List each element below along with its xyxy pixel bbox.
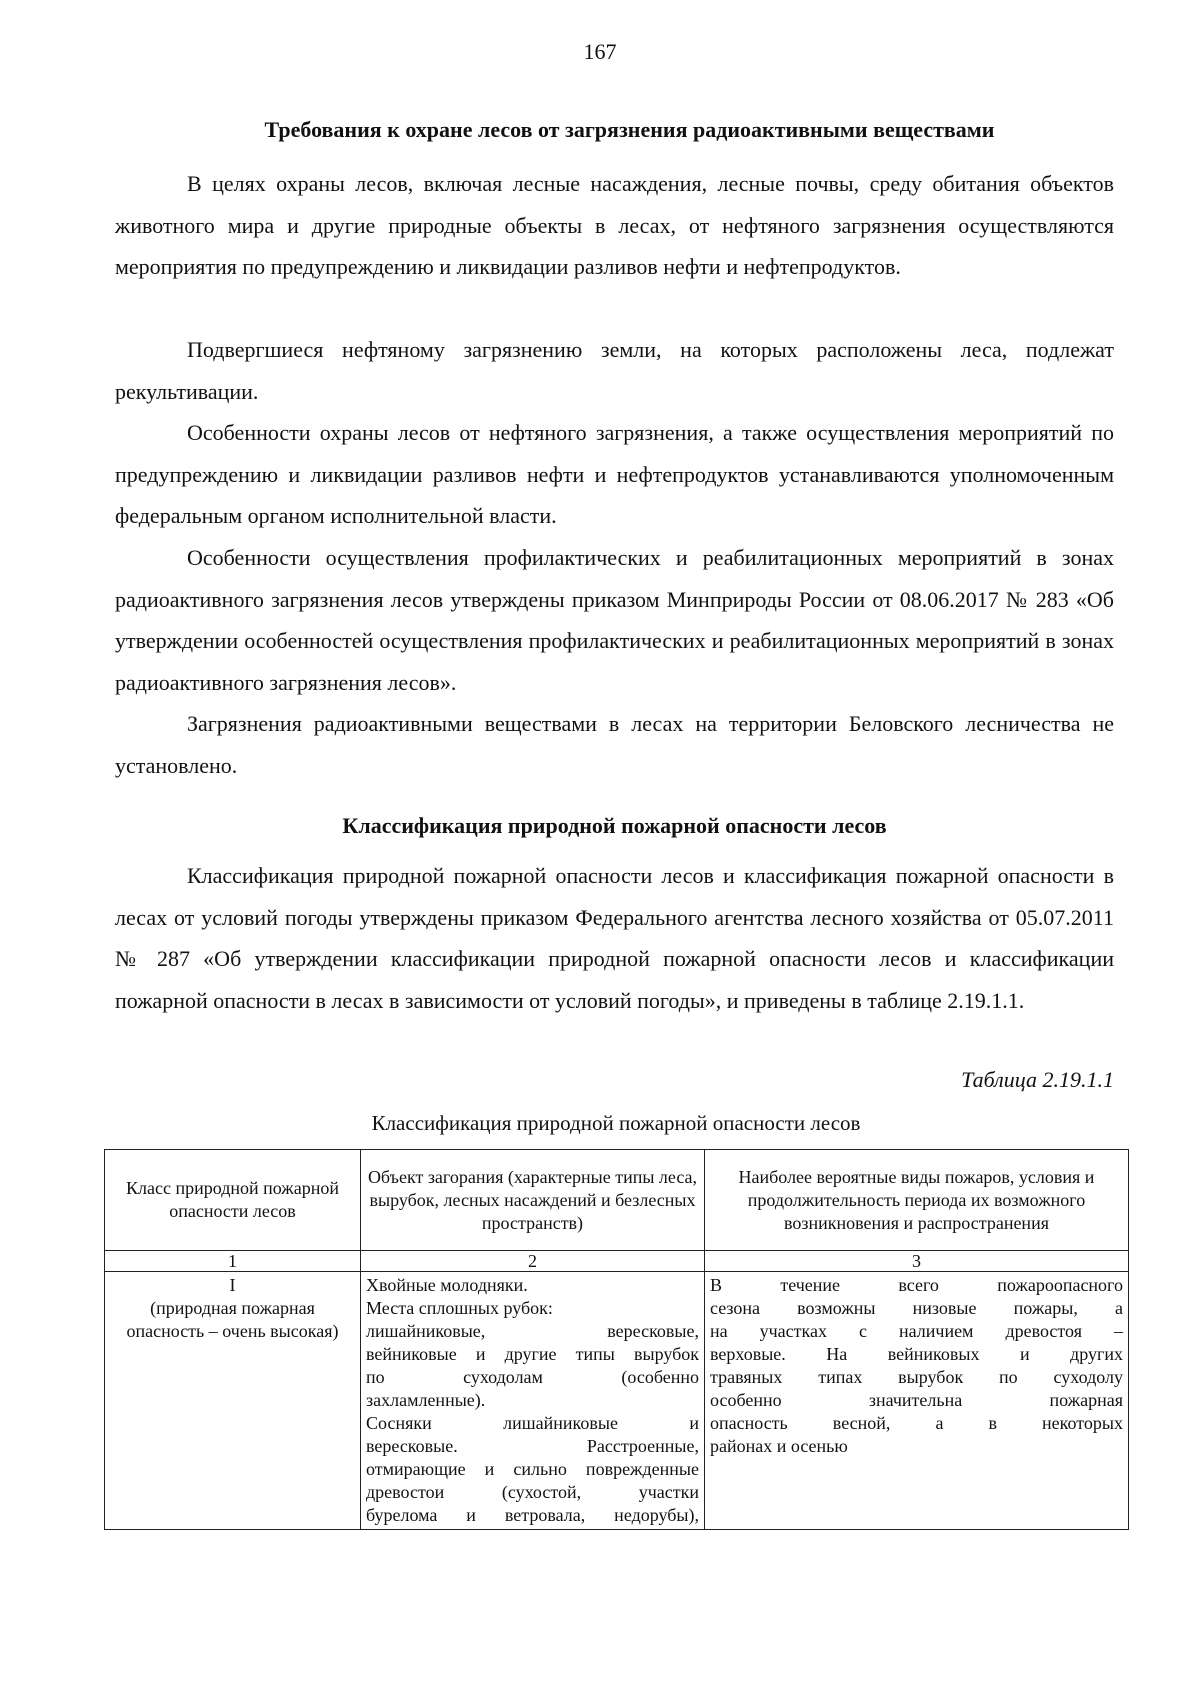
table-header-row xyxy=(105,1150,1129,1251)
object-line: по суходолам (особенно xyxy=(366,1367,699,1387)
fire-line: травяных типах вырубок по суходолу xyxy=(710,1367,1123,1387)
fire-line: опасность весной, а в некоторых xyxy=(710,1413,1123,1433)
fire-line: на участках с наличием древостоя – xyxy=(710,1321,1123,1341)
paragraph: В целях охраны лесов, включая лесные насаждения, лесные почвы, среду обитания объектов животного мира и другие природные объекты в лесах, от нефтяного загрязнения осуществляются мероприятия по предупреждению и ликвидации разливов нефти и нефтепродуктов. xyxy=(115,171,1114,279)
table-number-label: Таблица 2.19.1.1 xyxy=(961,1067,1114,1092)
class-description-line: (природная пожарная xyxy=(150,1298,315,1318)
column-number: 2 xyxy=(361,1251,705,1272)
header-cell: Объект загорания (характерные типы леса, вырубок, лесных насаждений и безлесных пространств) xyxy=(361,1150,705,1251)
fire-line: верховые. На вейниковых и других xyxy=(710,1344,1123,1364)
paragraph: Подвергшиеся нефтяному загрязнению земли, на которых расположены леса, подлежат рекультивации. xyxy=(115,337,1114,404)
object-line: Хвойные молодняки. xyxy=(366,1275,528,1295)
class-numeral: I xyxy=(229,1275,236,1295)
object-line: Места сплошных рубок: xyxy=(366,1298,553,1318)
header-cell: Класс природной пожарной опасности лесов xyxy=(105,1150,361,1251)
object-line: отмирающие и сильно поврежденные xyxy=(366,1459,699,1479)
fire-line: районах и осенью xyxy=(710,1436,848,1456)
header-cell: Наиболее вероятные виды пожаров, условия и продолжительность периода их возможного возникновения и распространения xyxy=(705,1150,1129,1251)
fire-type-cell xyxy=(705,1272,1129,1530)
paragraph: Особенности охраны лесов от нефтяного загрязнения, а также осуществления мероприятий по предупреждению и ликвидации разливов нефти и нефтепродуктов устанавливаются уполномоченным федеральным органом исполнительной власти. xyxy=(115,420,1114,528)
object-line: вейниковые и другие типы вырубок xyxy=(366,1344,699,1364)
paragraph: Загрязнения радиоактивными веществами в лесах на территории Беловского лесничества не установлено. xyxy=(115,711,1114,778)
column-number: 1 xyxy=(105,1251,361,1272)
section-title-fire-classification: Классификация природной пожарной опасности лесов xyxy=(342,813,887,838)
object-line: Сосняки лишайниковые и xyxy=(366,1413,699,1433)
table-caption: Классификация природной пожарной опасности лесов xyxy=(371,1111,861,1135)
page-number: 167 xyxy=(583,39,617,64)
class-cell xyxy=(105,1272,361,1530)
column-number-row xyxy=(105,1251,1129,1272)
table-row xyxy=(105,1272,1129,1530)
fire-line: сезона возможны низовые пожары, а xyxy=(710,1298,1123,1318)
object-line: бурелома и ветровала, недорубы), xyxy=(366,1505,699,1525)
section-title-radioactive: Требования к охране лесов от загрязнения радиоактивными веществами xyxy=(264,117,995,142)
object-line: лишайниковые, вересковые, xyxy=(366,1321,699,1341)
fire-line: В течение всего пожароопасного xyxy=(710,1275,1123,1295)
paragraph: Особенности осуществления профилактических и реабилитационных мероприятий в зонах радиоактивного загрязнения лесов утверждены приказом Минприроды России от 08.06.2017 № 283 «Об утверждении особенностей осуществления профилактических и реабилитационных мероприятий в зонах радиоактивного загрязнения лесов». xyxy=(115,545,1114,695)
column-number: 3 xyxy=(705,1251,1129,1272)
paragraph: Классификация природной пожарной опасности лесов и классификация пожарной опасности в лесах от условий погоды утверждены приказом Федерального агентства лесного хозяйства от 05.07.2011 № 287 «Об утверждении классификации природной пожарной опасности лесов и классификации пожарной опасности в лесах в зависимости от условий погоды», и приведены в таблице 2.19.1.1. xyxy=(115,863,1114,1013)
object-cell xyxy=(361,1272,705,1530)
object-line: захламленные). xyxy=(366,1390,486,1410)
fire-danger-table xyxy=(104,1149,1129,1530)
object-line: древостои (сухостой, участки xyxy=(366,1482,699,1502)
class-description-line: опасность – очень высокая) xyxy=(126,1321,339,1341)
fire-line: особенно значительна пожарная xyxy=(710,1390,1123,1410)
object-line: вересковые. Расстроенные, xyxy=(366,1436,699,1456)
